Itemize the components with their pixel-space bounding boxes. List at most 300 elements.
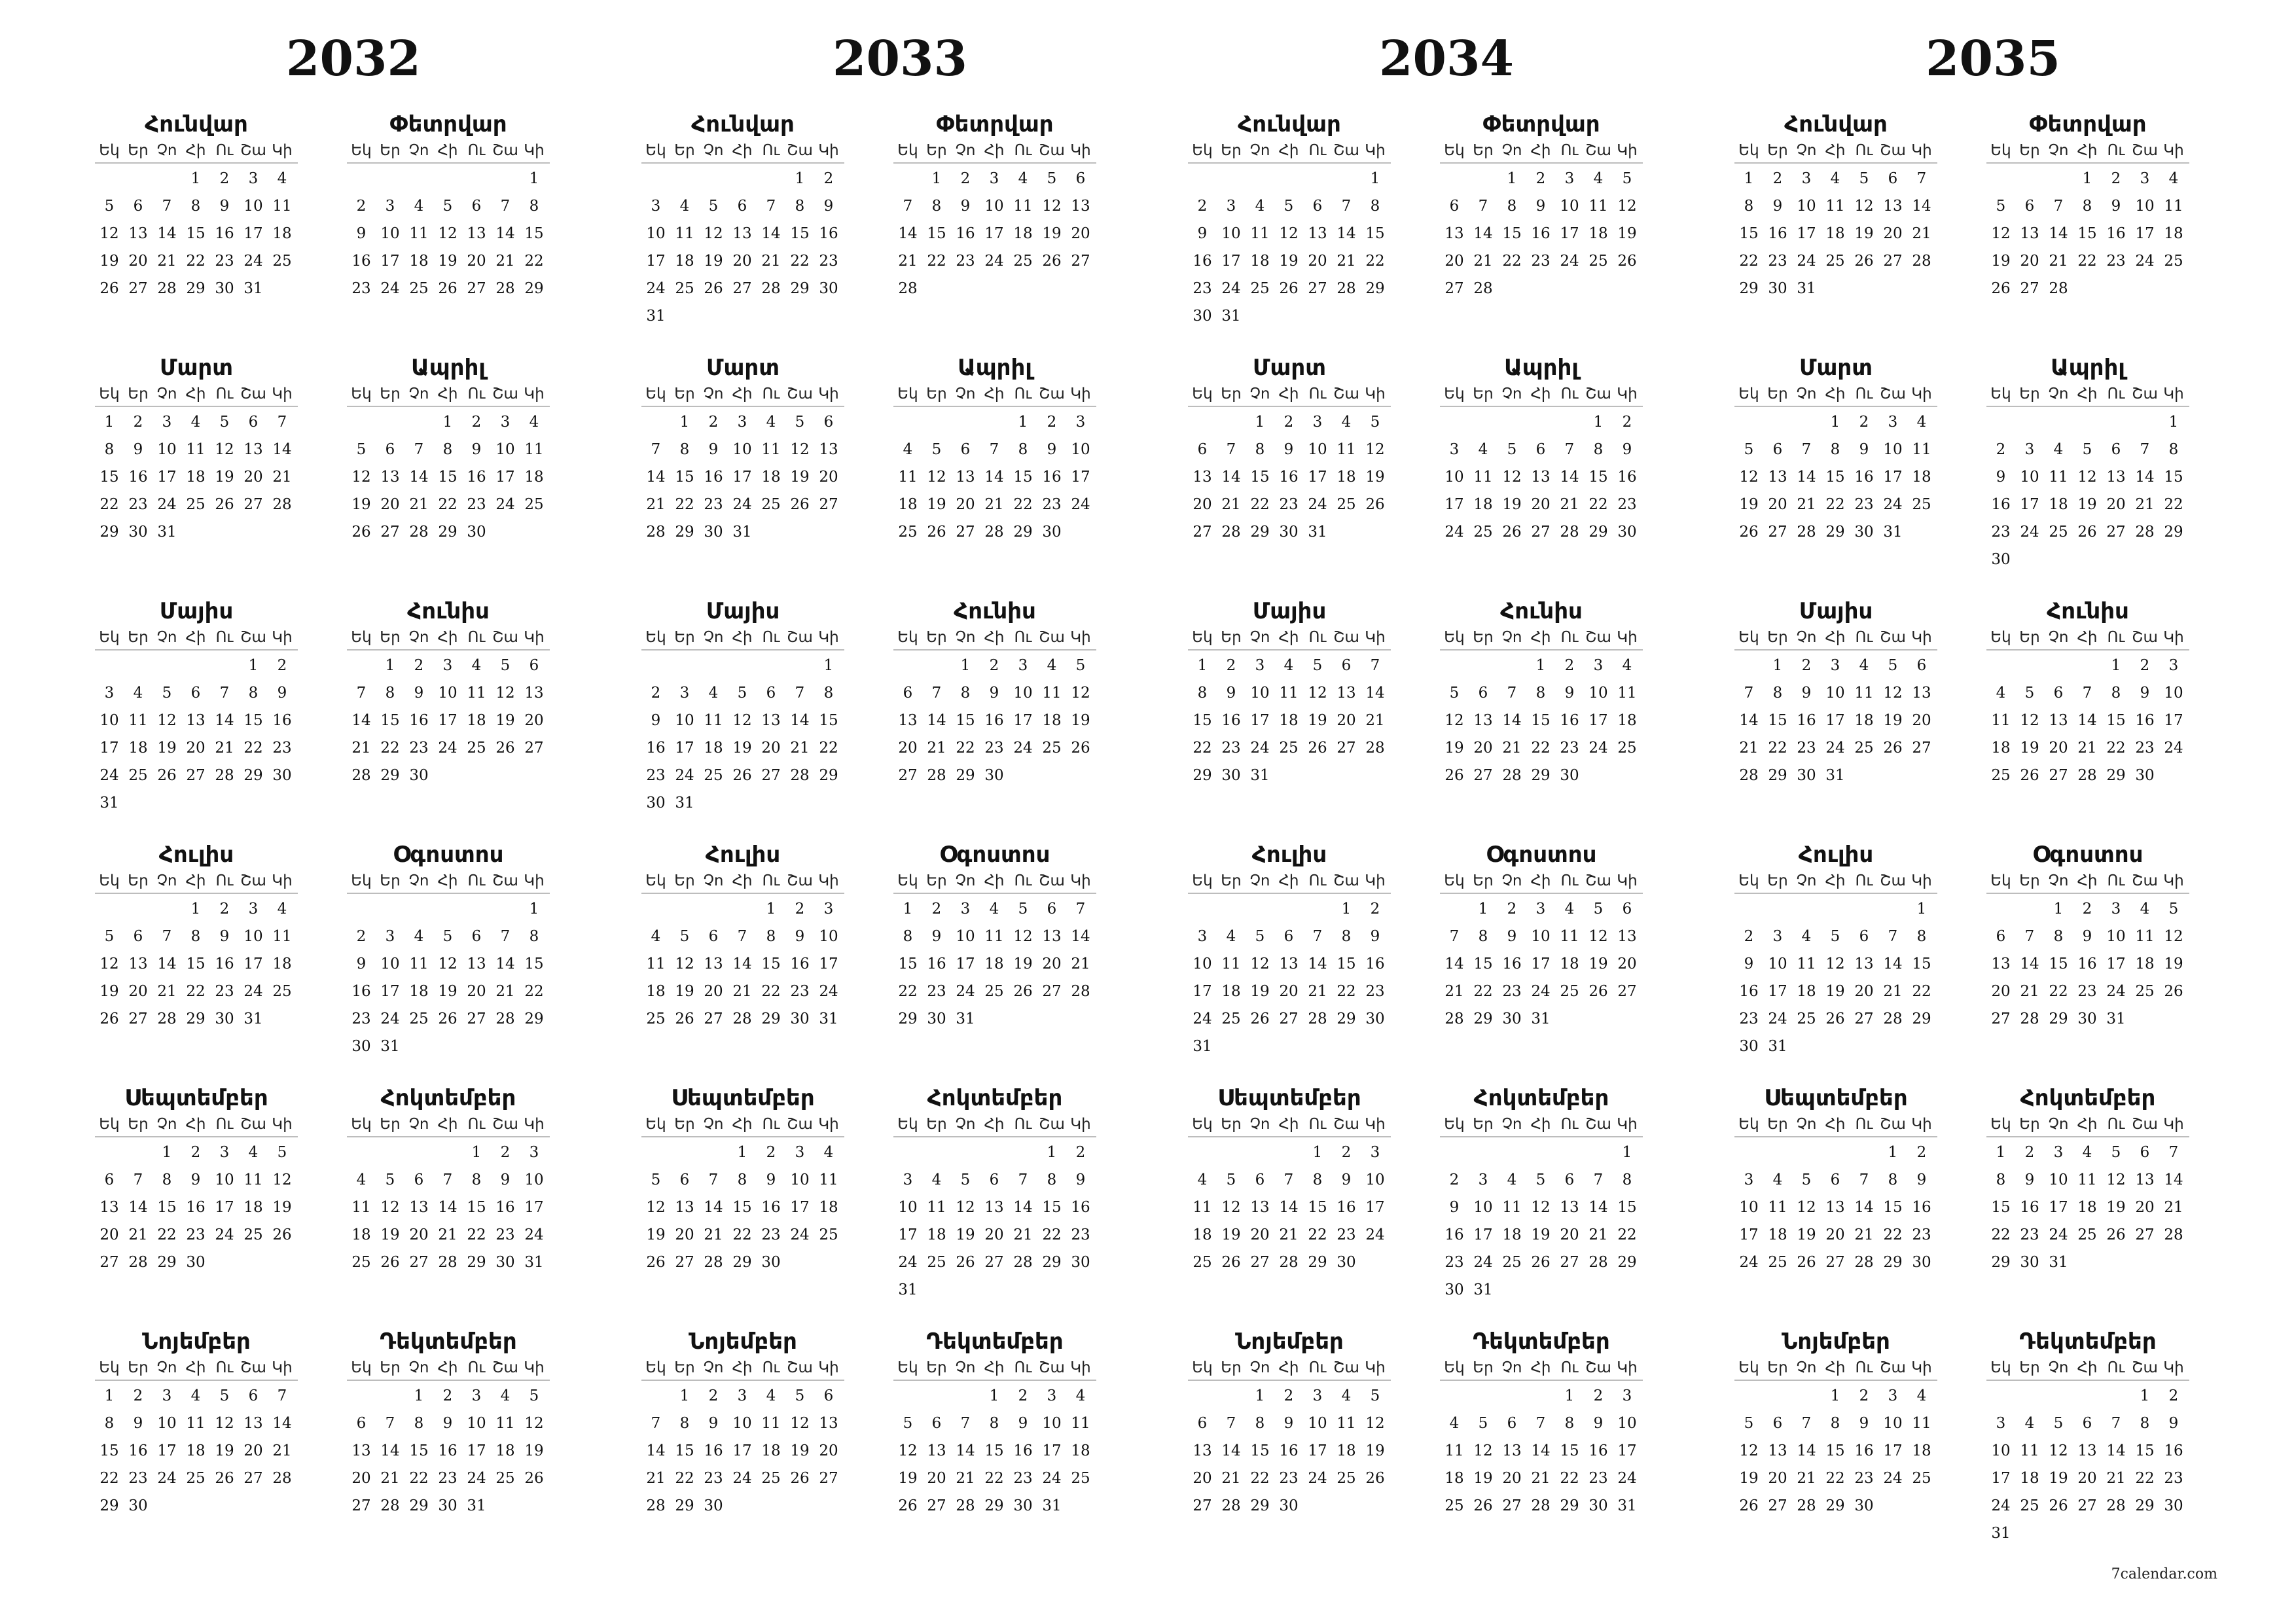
day-cell: 15 bbox=[1991, 1199, 2011, 1216]
day-cell: 25 bbox=[1768, 1254, 1787, 1271]
day-cell: 5 bbox=[385, 1171, 395, 1188]
day-cell: 15 bbox=[1825, 469, 1845, 486]
day-cell: 18 bbox=[1250, 253, 1270, 270]
weekday-label: Կի bbox=[1070, 142, 1091, 159]
day-cell: 10 bbox=[1797, 198, 1816, 215]
weekday-label: Կի bbox=[1911, 872, 1932, 889]
day-cell: 29 bbox=[1825, 524, 1845, 541]
month-title: Սեպտեմբեր bbox=[1764, 1085, 1908, 1111]
weekday-header bbox=[95, 139, 298, 164]
day-cell: 27 bbox=[984, 1254, 1004, 1271]
day-cell: 23 bbox=[495, 1226, 515, 1243]
day-cell: 5 bbox=[1744, 1415, 1754, 1432]
day-cell: 28 bbox=[1336, 280, 1356, 297]
day-cell: 26 bbox=[380, 1254, 400, 1271]
day-cell: 30 bbox=[438, 1497, 457, 1514]
day-cell: 19 bbox=[1250, 983, 1270, 1000]
day-cell: 8 bbox=[385, 685, 395, 702]
day-cell: 18 bbox=[1042, 712, 1062, 729]
day-cell: 28 bbox=[2077, 767, 2097, 784]
day-cell: 24 bbox=[1444, 524, 1464, 541]
weekday-label: Հի bbox=[732, 385, 753, 402]
weekday-label: Չո bbox=[1501, 1116, 1522, 1133]
day-cell: 11 bbox=[1444, 1442, 1464, 1459]
weekday-label: Ու bbox=[1855, 142, 1873, 159]
weekday-header bbox=[1986, 1113, 2189, 1137]
day-cell: 14 bbox=[1588, 1199, 1608, 1216]
day-cell: 1 bbox=[960, 657, 971, 674]
day-cell: 6 bbox=[1535, 441, 1546, 458]
month-title: Հուլիս bbox=[158, 842, 234, 868]
day-cell: 31 bbox=[675, 794, 694, 812]
weekday-label: Կի bbox=[2163, 872, 2184, 889]
day-cell: 22 bbox=[243, 740, 263, 757]
day-cell: 28 bbox=[927, 767, 946, 784]
day-cell: 8 bbox=[1744, 198, 1754, 215]
day-cell: 22 bbox=[927, 253, 946, 270]
day-cell: 9 bbox=[1197, 225, 1208, 242]
day-cell: 2 bbox=[2111, 170, 2121, 187]
day-cell: 24 bbox=[1042, 1470, 1062, 1487]
day-cell: 11 bbox=[1336, 441, 1356, 458]
day-cell: 4 bbox=[679, 198, 690, 215]
month-title: Մարտ bbox=[706, 355, 780, 381]
day-cell: 14 bbox=[380, 1442, 400, 1459]
day-cell: 9 bbox=[960, 198, 971, 215]
day-cell: 6 bbox=[471, 198, 482, 215]
day-cell: 21 bbox=[1797, 496, 1816, 513]
day-cell: 30 bbox=[1502, 1010, 1522, 1027]
day-cell: 30 bbox=[128, 524, 148, 541]
day-cell: 12 bbox=[675, 955, 694, 972]
day-cell: 11 bbox=[409, 225, 429, 242]
weekday-header bbox=[347, 1356, 550, 1381]
weekday-label: Հի bbox=[984, 1116, 1005, 1133]
day-cell: 27 bbox=[2020, 280, 2039, 297]
day-cell: 24 bbox=[1617, 1470, 1637, 1487]
day-cell: 24 bbox=[215, 1226, 234, 1243]
day-cell: 3 bbox=[104, 685, 115, 702]
day-cell: 30 bbox=[1193, 308, 1212, 325]
day-cell: 16 bbox=[1365, 955, 1385, 972]
day-cell: 29 bbox=[1473, 1010, 1493, 1027]
day-cell: 26 bbox=[927, 524, 946, 541]
day-cell: 9 bbox=[823, 198, 834, 215]
day-cell: 22 bbox=[1473, 983, 1493, 1000]
day-cell: 9 bbox=[1772, 198, 1783, 215]
day-cell: 10 bbox=[1617, 1415, 1637, 1432]
day-cell: 26 bbox=[1071, 740, 1090, 757]
day-cell: 27 bbox=[1560, 1254, 1579, 1271]
weekday-label: Շա bbox=[240, 1116, 266, 1133]
day-cell: 24 bbox=[243, 983, 263, 1000]
day-cell: 7 bbox=[1449, 928, 1460, 945]
day-cell: 21 bbox=[1336, 253, 1356, 270]
day-cell: 31 bbox=[2049, 1254, 2068, 1271]
day-cell: 26 bbox=[704, 280, 723, 297]
day-cell: 14 bbox=[2049, 225, 2068, 242]
weekday-label: Ու bbox=[215, 872, 234, 889]
day-cell: 30 bbox=[2077, 1010, 2097, 1027]
day-cell: 8 bbox=[823, 685, 834, 702]
day-cell: 11 bbox=[128, 712, 148, 729]
day-cell: 17 bbox=[1221, 253, 1241, 270]
day-cell: 8 bbox=[414, 1415, 424, 1432]
day-cell: 8 bbox=[2168, 441, 2179, 458]
day-cell: 2 bbox=[823, 170, 834, 187]
day-cell: 8 bbox=[248, 685, 259, 702]
day-cell: 14 bbox=[1071, 928, 1090, 945]
day-cell: 3 bbox=[651, 198, 661, 215]
weekday-label: Ու bbox=[215, 1359, 234, 1376]
day-cell: 28 bbox=[157, 1010, 177, 1027]
day-cell: 29 bbox=[1617, 1254, 1637, 1271]
day-cell: 23 bbox=[1912, 1226, 1931, 1243]
day-cell: 8 bbox=[1564, 1415, 1575, 1432]
day-cell: 7 bbox=[989, 441, 999, 458]
day-cell: 30 bbox=[2164, 1497, 2183, 1514]
day-cell: 8 bbox=[1772, 685, 1783, 702]
day-cell: 12 bbox=[1854, 198, 1874, 215]
day-cell: 20 bbox=[1279, 983, 1299, 1000]
day-cell: 11 bbox=[819, 1171, 838, 1188]
day-cell: 23 bbox=[1365, 983, 1385, 1000]
day-cell: 28 bbox=[1531, 1497, 1551, 1514]
weekday-label: Կի bbox=[1911, 1116, 1932, 1133]
day-cell: 19 bbox=[2077, 496, 2097, 513]
weekday-label: Շա bbox=[2132, 385, 2158, 402]
day-cell: 18 bbox=[524, 469, 544, 486]
day-cell: 14 bbox=[1502, 712, 1522, 729]
day-cell: 21 bbox=[761, 253, 781, 270]
day-cell: 28 bbox=[898, 280, 918, 297]
day-cell: 23 bbox=[2077, 983, 2097, 1000]
day-cell: 15 bbox=[1042, 1199, 1062, 1216]
day-cell: 13 bbox=[1768, 469, 1787, 486]
month-title: Հուլիս bbox=[1798, 842, 1874, 868]
weekday-label: Ու bbox=[215, 629, 234, 646]
day-cell: 25 bbox=[1825, 253, 1845, 270]
day-cell: 25 bbox=[186, 1470, 206, 1487]
day-cell: 14 bbox=[1560, 469, 1579, 486]
day-cell: 7 bbox=[442, 1171, 453, 1188]
day-cell: 3 bbox=[500, 414, 511, 431]
day-cell: 10 bbox=[819, 928, 838, 945]
day-cell: 18 bbox=[1825, 225, 1845, 242]
day-cell: 30 bbox=[984, 767, 1004, 784]
day-cell: 8 bbox=[104, 1415, 115, 1432]
day-cell: 26 bbox=[898, 1497, 918, 1514]
day-cell: 24 bbox=[99, 767, 119, 784]
day-cell: 19 bbox=[790, 1442, 810, 1459]
day-cell: 12 bbox=[380, 1199, 400, 1216]
day-cell: 28 bbox=[956, 1497, 975, 1514]
weekday-label: Շա bbox=[240, 142, 266, 159]
day-cell: 13 bbox=[927, 1442, 946, 1459]
day-cell: 21 bbox=[2135, 496, 2155, 513]
weekday-label: Շա bbox=[1333, 629, 1359, 646]
day-cell: 4 bbox=[190, 414, 201, 431]
day-cell: 5 bbox=[1593, 901, 1604, 918]
day-cell: 11 bbox=[898, 469, 918, 486]
day-cell: 25 bbox=[272, 253, 292, 270]
day-cell: 26 bbox=[1854, 253, 1874, 270]
day-cell: 22 bbox=[1588, 496, 1608, 513]
day-cell: 27 bbox=[761, 767, 781, 784]
weekday-label: Շա bbox=[2132, 142, 2158, 159]
day-cell: 16 bbox=[1739, 983, 1759, 1000]
day-cell: 10 bbox=[1193, 955, 1212, 972]
weekday-label: Շա bbox=[1039, 142, 1065, 159]
day-cell: 8 bbox=[679, 1415, 690, 1432]
day-cell: 10 bbox=[1013, 685, 1033, 702]
day-cell: 5 bbox=[1507, 441, 1517, 458]
day-cell: 8 bbox=[1830, 1415, 1840, 1432]
day-cell: 5 bbox=[1830, 928, 1840, 945]
weekday-header bbox=[1986, 869, 2189, 894]
day-cell: 1 bbox=[989, 1387, 999, 1404]
day-cell: 9 bbox=[2140, 685, 2150, 702]
day-cell: 12 bbox=[1365, 1415, 1385, 1432]
day-cell: 30 bbox=[351, 1038, 371, 1055]
day-cell: 13 bbox=[1042, 928, 1062, 945]
day-cell: 1 bbox=[2140, 1387, 2150, 1404]
day-cell: 20 bbox=[2020, 253, 2039, 270]
day-cell: 6 bbox=[766, 685, 776, 702]
day-cell: 17 bbox=[2164, 712, 2183, 729]
day-cell: 13 bbox=[2077, 1442, 2097, 1459]
day-cell: 22 bbox=[790, 253, 810, 270]
day-cell: 16 bbox=[1279, 469, 1299, 486]
day-cell: 17 bbox=[2135, 225, 2155, 242]
day-cell: 10 bbox=[2164, 685, 2183, 702]
day-cell: 3 bbox=[989, 170, 999, 187]
day-cell: 11 bbox=[1193, 1199, 1212, 1216]
day-cell: 13 bbox=[1768, 1442, 1787, 1459]
day-cell: 20 bbox=[409, 1226, 429, 1243]
day-cell: 19 bbox=[2164, 955, 2183, 972]
day-cell: 4 bbox=[1255, 198, 1265, 215]
weekday-label: Չո bbox=[156, 629, 177, 646]
day-cell: 11 bbox=[761, 441, 781, 458]
day-cell: 22 bbox=[984, 1470, 1004, 1487]
day-cell: 16 bbox=[1013, 1442, 1033, 1459]
day-cell: 11 bbox=[1588, 198, 1608, 215]
day-cell: 14 bbox=[2020, 955, 2039, 972]
day-cell: 22 bbox=[1825, 496, 1845, 513]
day-cell: 23 bbox=[1854, 496, 1874, 513]
day-cell: 21 bbox=[2164, 1199, 2183, 1216]
weekday-label: Եկ bbox=[99, 385, 120, 402]
weekday-label: Ու bbox=[1855, 1359, 1873, 1376]
day-cell: 7 bbox=[2168, 1144, 2179, 1161]
day-cell: 23 bbox=[1560, 740, 1579, 757]
day-cell: 29 bbox=[186, 280, 206, 297]
day-cell: 19 bbox=[1221, 1226, 1241, 1243]
day-cell: 18 bbox=[927, 1226, 946, 1243]
day-cell: 12 bbox=[215, 441, 234, 458]
weekday-label: Չո bbox=[955, 385, 976, 402]
day-cell: 7 bbox=[1535, 1415, 1546, 1432]
day-cell: 10 bbox=[467, 1415, 486, 1432]
day-cell: 25 bbox=[1336, 496, 1356, 513]
weekday-label: Հի bbox=[984, 1359, 1005, 1376]
weekday-label: Շա bbox=[2132, 872, 2158, 889]
day-cell: 3 bbox=[903, 1171, 913, 1188]
month-title: Օգոստոս bbox=[393, 842, 504, 868]
day-cell: 7 bbox=[162, 928, 172, 945]
month-title: Նոյեմբեր bbox=[1235, 1329, 1344, 1355]
weekday-label: Շա bbox=[492, 872, 518, 889]
weekday-label: Կի bbox=[1365, 1359, 1386, 1376]
day-cell: 21 bbox=[1854, 1226, 1874, 1243]
day-cell: 12 bbox=[272, 1171, 292, 1188]
weekday-label: Հի bbox=[1530, 1359, 1551, 1376]
day-cell: 16 bbox=[409, 712, 429, 729]
day-cell: 27 bbox=[2135, 1226, 2155, 1243]
weekday-label: Շա bbox=[492, 1359, 518, 1376]
day-cell: 6 bbox=[104, 1171, 115, 1188]
day-cell: 4 bbox=[931, 1171, 942, 1188]
day-cell: 11 bbox=[467, 685, 486, 702]
weekday-label: Եր bbox=[1767, 1116, 1788, 1133]
weekday-label: Եր bbox=[1473, 385, 1494, 402]
day-cell: 3 bbox=[1370, 1144, 1380, 1161]
day-cell: 11 bbox=[646, 955, 666, 972]
day-cell: 21 bbox=[157, 253, 177, 270]
day-cell: 30 bbox=[215, 280, 234, 297]
day-cell: 19 bbox=[438, 253, 457, 270]
day-cell: 18 bbox=[1560, 955, 1579, 972]
day-cell: 16 bbox=[2077, 955, 2097, 972]
day-cell: 18 bbox=[467, 712, 486, 729]
day-cell: 12 bbox=[99, 955, 119, 972]
site-credit: 7calendar.com bbox=[2111, 1566, 2217, 1582]
day-cell: 15 bbox=[99, 469, 119, 486]
day-cell: 19 bbox=[1473, 1470, 1493, 1487]
day-cell: 8 bbox=[737, 1171, 747, 1188]
day-cell: 14 bbox=[1365, 685, 1385, 702]
day-cell: 16 bbox=[1193, 253, 1212, 270]
day-cell: 15 bbox=[524, 955, 544, 972]
month-title: Հուլիս bbox=[705, 842, 781, 868]
day-cell: 19 bbox=[1883, 712, 1903, 729]
weekday-label: Եկ bbox=[1444, 142, 1465, 159]
day-cell: 15 bbox=[675, 469, 694, 486]
day-cell: 23 bbox=[2020, 1226, 2039, 1243]
day-cell: 30 bbox=[819, 280, 838, 297]
weekday-label: Եր bbox=[926, 385, 947, 402]
day-cell: 25 bbox=[984, 983, 1004, 1000]
weekday-label: Եր bbox=[1473, 142, 1494, 159]
day-cell: 14 bbox=[215, 712, 234, 729]
month-title: Հոկտեմբեր bbox=[927, 1085, 1063, 1111]
day-cell: 26 bbox=[2106, 1226, 2126, 1243]
day-cell: 8 bbox=[1255, 1415, 1265, 1432]
day-cell: 29 bbox=[524, 280, 544, 297]
day-cell: 12 bbox=[704, 225, 723, 242]
day-cell: 17 bbox=[1308, 469, 1327, 486]
day-cell: 2 bbox=[1772, 170, 1783, 187]
day-cell: 21 bbox=[1013, 1226, 1033, 1243]
weekday-label: Շա bbox=[1880, 1359, 1906, 1376]
day-cell: 26 bbox=[956, 1254, 975, 1271]
day-cell: 14 bbox=[1912, 198, 1931, 215]
day-cell: 27 bbox=[1071, 253, 1090, 270]
day-cell: 9 bbox=[1075, 1171, 1086, 1188]
day-cell: 28 bbox=[1797, 524, 1816, 541]
day-cell: 6 bbox=[2082, 1415, 2092, 1432]
day-cell: 11 bbox=[2077, 1171, 2097, 1188]
day-cell: 14 bbox=[1013, 1199, 1033, 1216]
day-cell: 14 bbox=[1854, 1199, 1874, 1216]
day-cell: 15 bbox=[1193, 712, 1212, 729]
day-cell: 21 bbox=[272, 1442, 292, 1459]
day-cell: 17 bbox=[380, 983, 400, 1000]
month-title: Հոկտեմբեր bbox=[1473, 1085, 1609, 1111]
day-cell: 31 bbox=[2106, 1010, 2126, 1027]
day-cell: 27 bbox=[2049, 767, 2068, 784]
day-cell: 6 bbox=[1255, 1171, 1265, 1188]
day-cell: 30 bbox=[186, 1254, 206, 1271]
weekday-header bbox=[347, 1113, 550, 1137]
day-cell: 24 bbox=[1991, 1497, 2011, 1514]
day-cell: 24 bbox=[1825, 740, 1845, 757]
day-cell: 16 bbox=[351, 983, 371, 1000]
day-cell: 31 bbox=[1193, 1038, 1212, 1055]
day-cell: 6 bbox=[1047, 901, 1057, 918]
day-cell: 26 bbox=[1739, 524, 1759, 541]
weekday-label: Չո bbox=[1501, 385, 1522, 402]
day-cell: 7 bbox=[2140, 441, 2150, 458]
day-cell: 25 bbox=[495, 1470, 515, 1487]
day-cell: 2 bbox=[651, 685, 661, 702]
day-cell: 27 bbox=[1193, 1497, 1212, 1514]
day-cell: 10 bbox=[1250, 685, 1270, 702]
day-cell: 16 bbox=[2020, 1199, 2039, 1216]
day-cell: 24 bbox=[2049, 1226, 2068, 1243]
day-cell: 18 bbox=[984, 955, 1004, 972]
day-cell: 25 bbox=[2049, 524, 2068, 541]
day-cell: 17 bbox=[99, 740, 119, 757]
weekday-label: Եկ bbox=[1192, 385, 1213, 402]
day-cell: 12 bbox=[1365, 441, 1385, 458]
day-cell: 30 bbox=[1854, 524, 1874, 541]
day-cell: 20 bbox=[1854, 983, 1874, 1000]
day-cell: 5 bbox=[2111, 1144, 2121, 1161]
day-cell: 31 bbox=[646, 308, 666, 325]
day-cell: 25 bbox=[1193, 1254, 1212, 1271]
weekday-label: Կի bbox=[1365, 872, 1386, 889]
day-cell: 14 bbox=[409, 469, 429, 486]
day-cell: 5 bbox=[708, 198, 719, 215]
weekday-header bbox=[95, 382, 298, 407]
day-cell: 24 bbox=[380, 280, 400, 297]
day-cell: 4 bbox=[277, 901, 287, 918]
day-cell: 17 bbox=[1473, 1226, 1493, 1243]
day-cell: 24 bbox=[1308, 496, 1327, 513]
day-cell: 31 bbox=[243, 280, 263, 297]
day-cell: 15 bbox=[1617, 1199, 1637, 1216]
weekday-header bbox=[1440, 869, 1643, 894]
weekday-label: Եկ bbox=[897, 142, 918, 159]
weekday-label: Չո bbox=[955, 1116, 976, 1133]
day-cell: 22 bbox=[2135, 1470, 2155, 1487]
weekday-label: Եկ bbox=[1990, 872, 2011, 889]
day-cell: 29 bbox=[1739, 280, 1759, 297]
day-cell: 28 bbox=[1797, 1497, 1816, 1514]
day-cell: 27 bbox=[351, 1497, 371, 1514]
